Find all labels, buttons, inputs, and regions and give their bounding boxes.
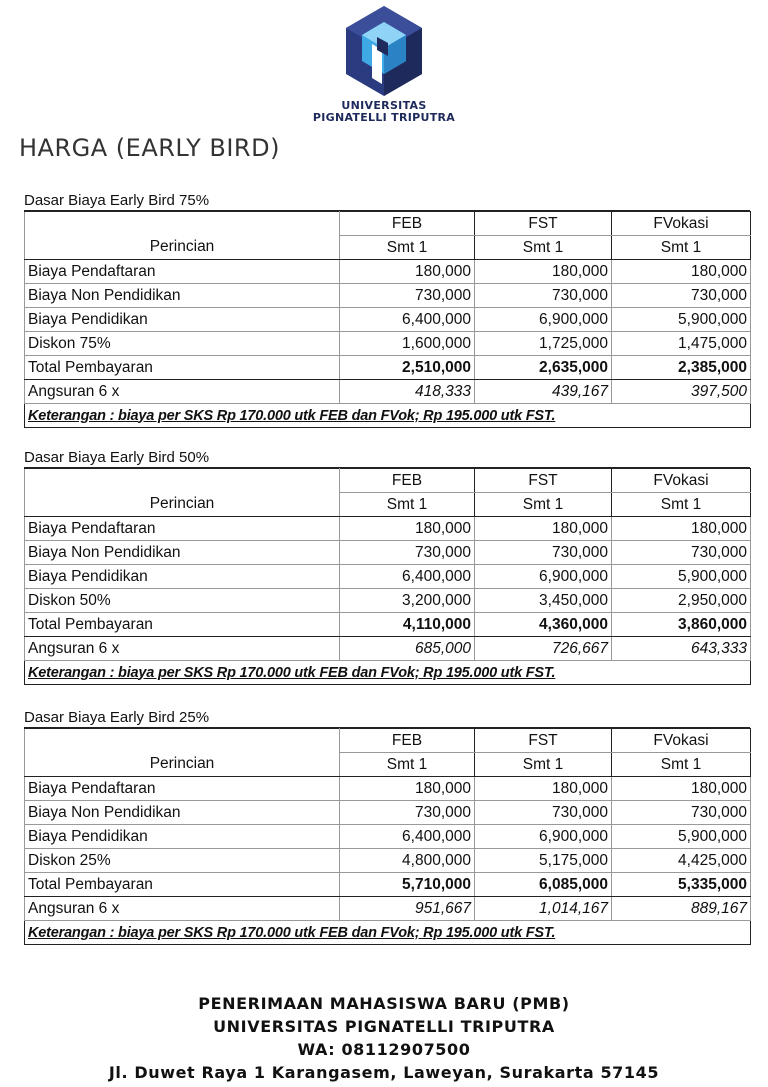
row-label: Biaya Pendaftaran	[25, 517, 340, 541]
table-row	[25, 517, 751, 541]
column-header: FVokasi	[612, 212, 751, 236]
row-label: Biaya Pendaftaran	[25, 260, 340, 284]
row-value: 180,000	[475, 777, 612, 801]
row-label: Biaya Pendidikan	[25, 565, 340, 589]
column-header: FVokasi	[612, 729, 751, 753]
row-value: 180,000	[340, 777, 475, 801]
university-logo	[292, 4, 476, 126]
fee-table	[24, 728, 751, 945]
table-header-row	[25, 469, 751, 493]
fee-table	[24, 211, 751, 428]
row-value: 730,000	[340, 284, 475, 308]
total-value: 6,085,000	[475, 873, 612, 897]
row-value: 180,000	[612, 517, 751, 541]
total-value: 5,710,000	[340, 873, 475, 897]
row-value: 1,600,000	[340, 332, 475, 356]
row-label: Biaya Non Pendidikan	[25, 801, 340, 825]
semester-header: Smt 1	[612, 236, 751, 260]
total-row	[25, 356, 751, 380]
note-row	[25, 404, 751, 428]
table-row	[25, 777, 751, 801]
fee-table-50	[24, 449, 750, 685]
footer-address: Jl. Duwet Raya 1 Karangasem, Laweyan, Surakarta 57145	[108, 1063, 660, 1082]
header-blank	[25, 212, 340, 236]
row-value: 180,000	[475, 517, 612, 541]
row-value: 6,900,000	[475, 308, 612, 332]
perincian-header: Perincian	[25, 236, 340, 260]
row-value: 180,000	[612, 777, 751, 801]
fee-table	[24, 468, 751, 685]
row-value: 730,000	[612, 801, 751, 825]
row-value: 730,000	[612, 284, 751, 308]
column-header: FEB	[340, 469, 475, 493]
footer-university: UNIVERSITAS PIGNATELLI TRIPUTRA	[213, 1017, 555, 1036]
row-value: 180,000	[340, 260, 475, 284]
total-value: 3,860,000	[612, 613, 751, 637]
installment-value: 418,333	[340, 380, 475, 404]
table-row	[25, 849, 751, 873]
column-header: FST	[475, 729, 612, 753]
table-note: Keterangan : biaya per SKS Rp 170.000 utk FEB dan FVok; Rp 195.000 utk FST.	[25, 921, 751, 945]
table-subheader-row	[25, 493, 751, 517]
row-label: Diskon 75%	[25, 332, 340, 356]
semester-header: Smt 1	[475, 236, 612, 260]
row-value: 730,000	[475, 801, 612, 825]
row-value: 5,900,000	[612, 825, 751, 849]
semester-header: Smt 1	[612, 493, 751, 517]
table-subheader-row	[25, 753, 751, 777]
header-blank	[25, 729, 340, 753]
table-row	[25, 801, 751, 825]
table-header-row	[25, 212, 751, 236]
university-emblem-icon	[342, 4, 426, 100]
row-value: 180,000	[340, 517, 475, 541]
total-label: Total Pembayaran	[25, 613, 340, 637]
installment-value: 951,667	[340, 897, 475, 921]
column-header: FEB	[340, 212, 475, 236]
table-caption: Dasar Biaya Early Bird 25%	[24, 709, 750, 728]
footer-pmb: PENERIMAAN MAHASISWA BARU (PMB)	[198, 994, 570, 1013]
header-blank	[25, 469, 340, 493]
row-value: 3,200,000	[340, 589, 475, 613]
column-header: FST	[475, 212, 612, 236]
table-row	[25, 260, 751, 284]
total-row	[25, 613, 751, 637]
row-value: 1,725,000	[475, 332, 612, 356]
row-label: Biaya Non Pendidikan	[25, 284, 340, 308]
perincian-header: Perincian	[25, 753, 340, 777]
column-header: FVokasi	[612, 469, 751, 493]
logo-line-2: PIGNATELLI TRIPUTRA	[312, 111, 456, 124]
total-value: 2,385,000	[612, 356, 751, 380]
row-value: 5,900,000	[612, 565, 751, 589]
installment-label: Angsuran 6 x	[25, 637, 340, 661]
table-caption: Dasar Biaya Early Bird 75%	[24, 192, 750, 211]
semester-header: Smt 1	[340, 236, 475, 260]
installment-row	[25, 380, 751, 404]
fee-table-75	[24, 192, 750, 428]
row-value: 1,475,000	[612, 332, 751, 356]
semester-header: Smt 1	[340, 753, 475, 777]
row-value: 6,400,000	[340, 308, 475, 332]
page-title: HARGA (EARLY BIRD)	[19, 134, 280, 162]
total-value: 5,335,000	[612, 873, 751, 897]
footer-whatsapp: WA: 08112907500	[297, 1040, 471, 1059]
fee-table-25	[24, 709, 750, 945]
row-value: 730,000	[340, 541, 475, 565]
perincian-header: Perincian	[25, 493, 340, 517]
semester-header: Smt 1	[612, 753, 751, 777]
row-value: 6,400,000	[340, 825, 475, 849]
row-value: 730,000	[612, 541, 751, 565]
row-label: Biaya Non Pendidikan	[25, 541, 340, 565]
total-value: 4,360,000	[475, 613, 612, 637]
logo-line-1: UNIVERSITAS	[341, 99, 427, 112]
row-value: 730,000	[340, 801, 475, 825]
note-row	[25, 661, 751, 685]
row-value: 730,000	[475, 284, 612, 308]
total-label: Total Pembayaran	[25, 873, 340, 897]
installment-value: 726,667	[475, 637, 612, 661]
row-value: 2,950,000	[612, 589, 751, 613]
row-label: Biaya Pendaftaran	[25, 777, 340, 801]
total-value: 2,635,000	[475, 356, 612, 380]
note-row	[25, 921, 751, 945]
table-row	[25, 284, 751, 308]
semester-header: Smt 1	[340, 493, 475, 517]
total-value: 4,110,000	[340, 613, 475, 637]
installment-label: Angsuran 6 x	[25, 380, 340, 404]
row-value: 4,800,000	[340, 849, 475, 873]
installment-value: 685,000	[340, 637, 475, 661]
installment-row	[25, 897, 751, 921]
installment-value: 1,014,167	[475, 897, 612, 921]
row-value: 6,400,000	[340, 565, 475, 589]
column-header: FEB	[340, 729, 475, 753]
row-value: 5,175,000	[475, 849, 612, 873]
row-label: Diskon 50%	[25, 589, 340, 613]
table-row	[25, 825, 751, 849]
table-row	[25, 589, 751, 613]
row-value: 5,900,000	[612, 308, 751, 332]
total-row	[25, 873, 751, 897]
table-row	[25, 541, 751, 565]
row-value: 3,450,000	[475, 589, 612, 613]
row-label: Biaya Pendidikan	[25, 308, 340, 332]
installment-value: 889,167	[612, 897, 751, 921]
table-subheader-row	[25, 236, 751, 260]
installment-row	[25, 637, 751, 661]
row-value: 4,425,000	[612, 849, 751, 873]
semester-header: Smt 1	[475, 753, 612, 777]
total-label: Total Pembayaran	[25, 356, 340, 380]
semester-header: Smt 1	[475, 493, 612, 517]
row-value: 730,000	[475, 541, 612, 565]
column-header: FST	[475, 469, 612, 493]
table-row	[25, 565, 751, 589]
row-value: 180,000	[475, 260, 612, 284]
row-value: 6,900,000	[475, 825, 612, 849]
row-label: Diskon 25%	[25, 849, 340, 873]
installment-value: 439,167	[475, 380, 612, 404]
installment-label: Angsuran 6 x	[25, 897, 340, 921]
table-note: Keterangan : biaya per SKS Rp 170.000 utk FEB dan FVok; Rp 195.000 utk FST.	[25, 404, 751, 428]
total-value: 2,510,000	[340, 356, 475, 380]
installment-value: 397,500	[612, 380, 751, 404]
table-row	[25, 308, 751, 332]
row-label: Biaya Pendidikan	[25, 825, 340, 849]
installment-value: 643,333	[612, 637, 751, 661]
table-header-row	[25, 729, 751, 753]
row-value: 6,900,000	[475, 565, 612, 589]
table-row	[25, 332, 751, 356]
footer	[0, 992, 768, 1084]
table-note: Keterangan : biaya per SKS Rp 170.000 utk FEB dan FVok; Rp 195.000 utk FST.	[25, 661, 751, 685]
table-caption: Dasar Biaya Early Bird 50%	[24, 449, 750, 468]
row-value: 180,000	[612, 260, 751, 284]
